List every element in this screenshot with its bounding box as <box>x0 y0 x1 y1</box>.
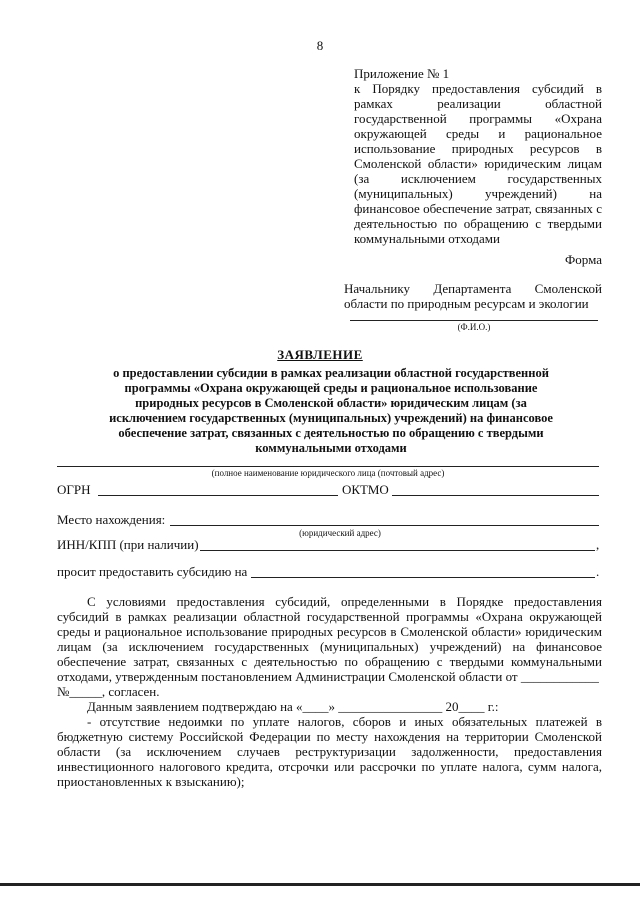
appendix-text: к Порядку предоставления субсидий в рамках реализации областной государственной программы «Охрана окружающей среды и рациональное использование природных ресурсов в Смоленской области» юридическим лицам (за исключением государственных (муниципальных) учреждений) на финансовое обеспечение затрат, связанных с деятельностью по обращению с твердыми коммунальными отходами <box>354 81 602 246</box>
ogrn-field[interactable] <box>98 495 338 496</box>
statement-body <box>57 594 602 789</box>
fio-line[interactable] <box>350 320 598 321</box>
document-subject: о предоставлении субсидии в рамках реализации областной государственной программы «Охрана окружающей среды и рациональное использование природных ресурсов в Смоленской области» юридическим лицам (за исключением государственных (муниципальных) учреждений) на финансовое обеспечение затрат, связанных с деятельностью по обращению с твердыми коммунальными отходами <box>109 366 553 455</box>
legal-address-caption: (юридический адрес) <box>299 528 381 538</box>
oktmo-label: ОКТМО <box>342 482 389 497</box>
document-heading: ЗАЯВЛЕНИЕ <box>277 347 363 362</box>
location-field[interactable] <box>170 525 599 526</box>
conditions-paragraph: С условиями предоставления субсидий, определенными в Порядке предоставления субсидий в рамках реализации областной государственной программы «Охрана окружающей среды и рациональное использование природных ресурсов в Смоленской области» юридическим лицам (за исключением государственных (муниципальных) учреждений) на финансовое обеспечение затрат, связанных с деятельностью по обращению с твердыми коммунальными отходами, утвержденным постановлением Администрации Смоленской области от ____________ <box>57 594 602 684</box>
location-label: Место нахождения: <box>57 512 166 527</box>
recipient-text: Начальнику Департамента Смоленской области по природным ресурсам и экологии <box>344 281 602 311</box>
ogrn-label: ОГРН <box>57 482 91 497</box>
fio-caption: (Ф.И.О.) <box>457 322 491 332</box>
page-number: 8 <box>316 38 324 53</box>
no-arrears-paragraph: - отсутствие недоимки по уплате налогов, сборов и иных обязательных платежей в бюджетную систему Российской Федерации по месту нахождения на территории Смоленской области (за исключением случаев реструктуризации задолженности, предоставления инвестиционного налогового кредита, отсрочки или рассрочки по уплате налога, сумм налога, приостановленных к взысканию); <box>57 714 602 789</box>
inn-kpp-field[interactable] <box>200 550 595 551</box>
form-label: Форма <box>565 252 602 267</box>
subsidy-purpose-field[interactable] <box>251 577 595 578</box>
subsidy-purpose-period: . <box>596 564 600 579</box>
conditions-paragraph-end: №_____, согласен. <box>57 684 160 699</box>
appendix-block <box>354 66 602 246</box>
page-bottom-border <box>0 883 640 886</box>
confirmation-date-paragraph: Данным заявлением подтверждаю на «____» ________________ 20____ г.: <box>87 699 499 714</box>
subsidy-purpose-label: просит предоставить субсидию на <box>57 564 248 579</box>
appendix-title: Приложение № 1 <box>354 66 450 81</box>
organization-name-caption: (полное наименование юридического лица (почтовый адрес) <box>211 468 445 478</box>
oktmo-field[interactable] <box>392 495 599 496</box>
inn-kpp-label: ИНН/КПП (при наличии) <box>57 537 199 552</box>
organization-name-field[interactable] <box>57 466 599 467</box>
inn-kpp-comma: , <box>596 537 600 552</box>
